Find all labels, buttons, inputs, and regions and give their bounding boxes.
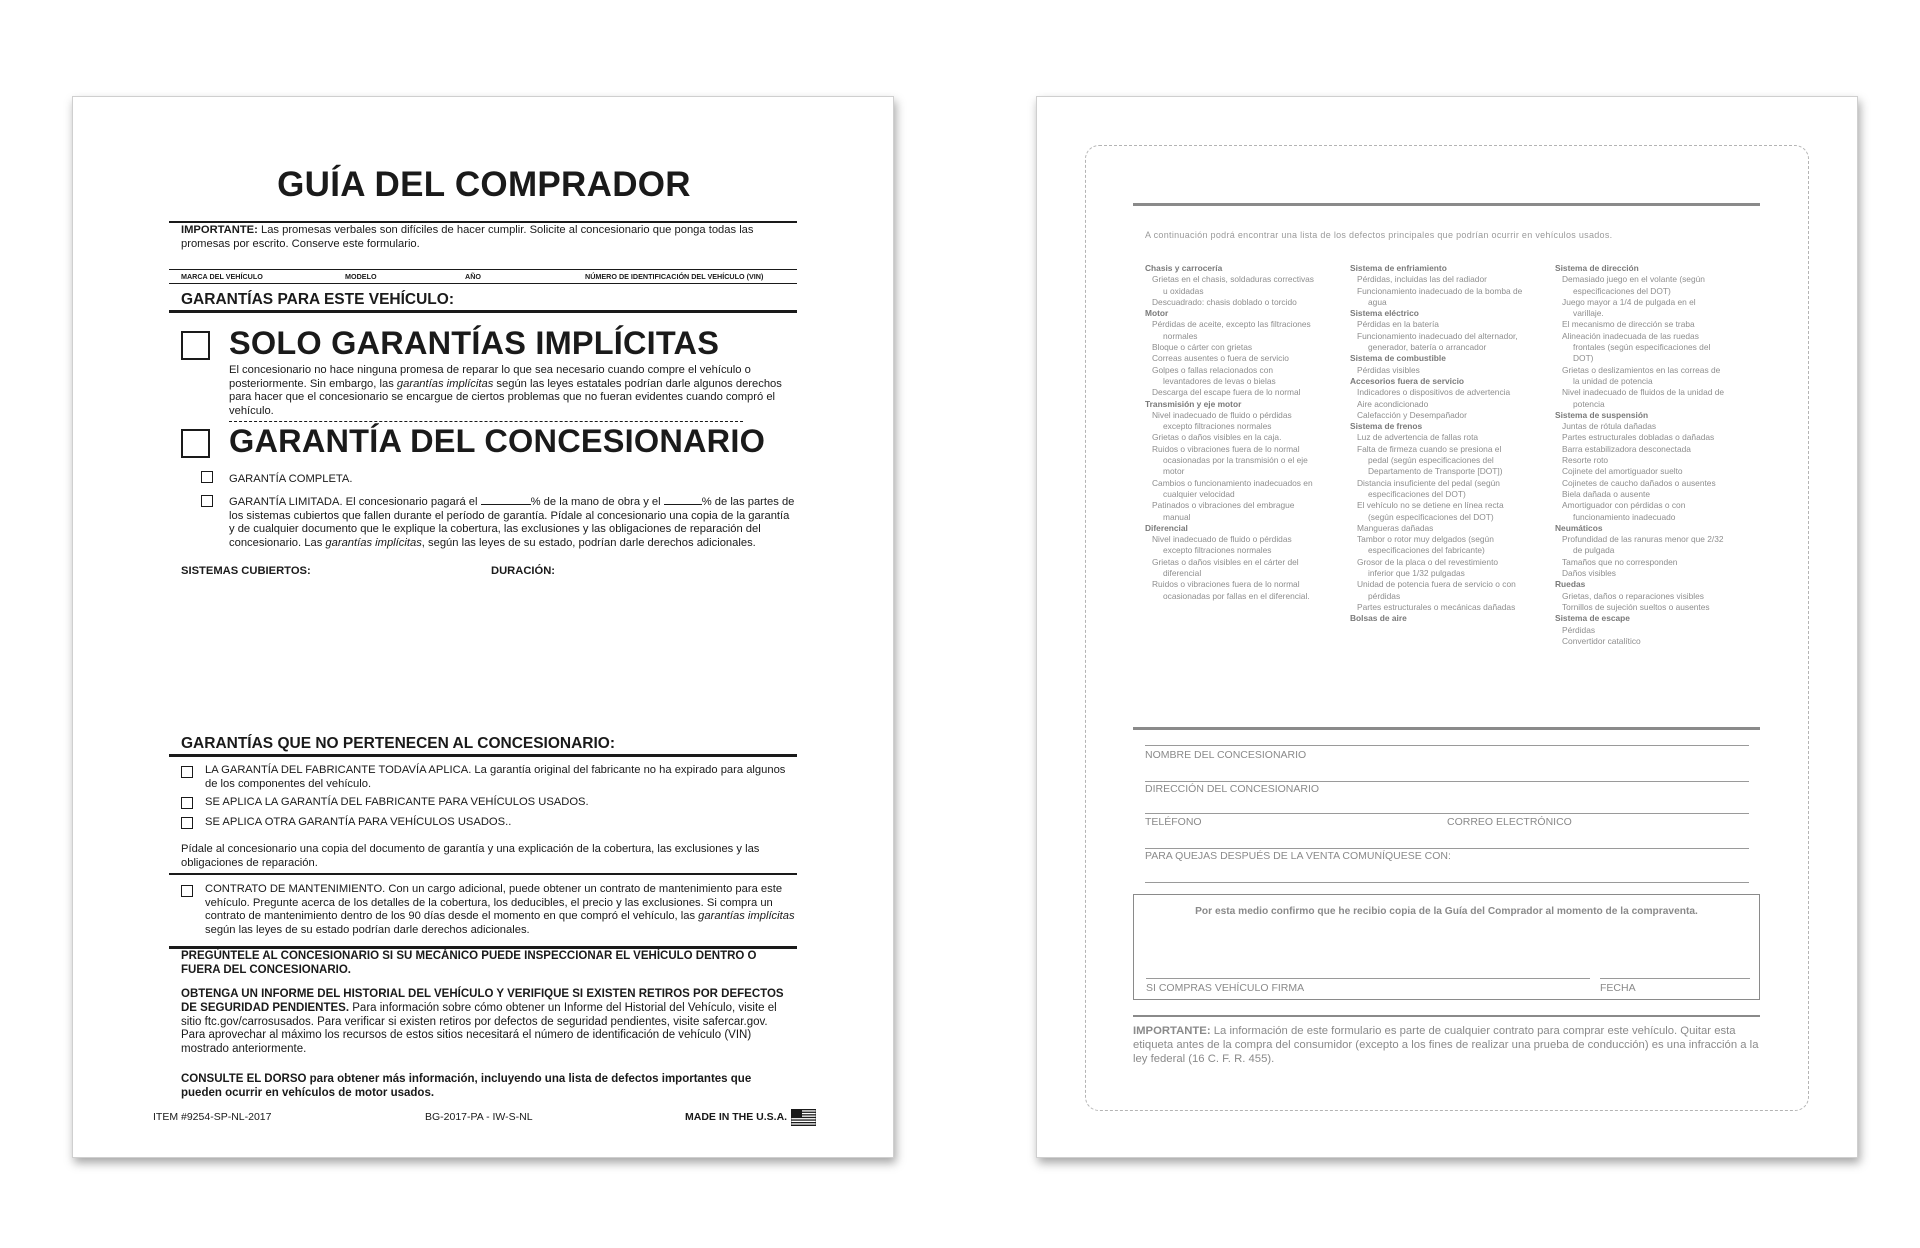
defect-item: Biela dañada o ausente bbox=[1562, 488, 1651, 499]
defect-item: generador, batería o arrancador bbox=[1368, 342, 1487, 353]
defect-item: manual bbox=[1163, 511, 1191, 522]
field-year[interactable]: AÑO bbox=[465, 272, 481, 281]
defect-item: Grietas o daños visibles en la caja. bbox=[1152, 432, 1282, 443]
defect-item: potencia bbox=[1573, 398, 1605, 409]
back-important-notice: IMPORTANTE: La información de este formulario es parte de cualquier contrato para comprar este vehículo. Quitar esta etiqueta antes de la compra del consumidor (excepto a los fines de realizar una prueba de conducción) es una infracción a la ley federal (16 C. F. R. 455). bbox=[1133, 1025, 1759, 1065]
non-dealer-heading: GARANTÍAS QUE NO PERTENECEN AL CONCESIONARIO: bbox=[181, 735, 616, 752]
dealer-name-line[interactable] bbox=[1145, 745, 1749, 746]
full-warranty-label: GARANTÍA COMPLETA. bbox=[229, 473, 353, 485]
defect-item: Departamento de Transporte [DOT]) bbox=[1368, 466, 1503, 477]
defect-item: Juego mayor a 1/4 de pulgada en el bbox=[1562, 296, 1696, 307]
defect-item: Tambor o rotor muy delgados (según bbox=[1357, 534, 1494, 545]
dealer-address-label: DIRECCIÓN DEL CONCESIONARIO bbox=[1145, 783, 1320, 795]
defect-item: Descarga del escape fuera de lo normal bbox=[1152, 387, 1301, 398]
dealer-address-line[interactable] bbox=[1145, 781, 1749, 782]
defects-column-3 bbox=[1555, 263, 1761, 647]
defect-item: ocasionadas por la transmisión o el eje bbox=[1163, 455, 1308, 466]
limited-warranty-text: GARANTÍA LIMITADA. El concesionario pagará el % de la mano de obra y el % de las partes de los sistemas cubiertos que fallen durante el período de garantía. Pídale al concesionario una copia de la garantía y de cualquier documento que le explique la cobertura, las exclusiones y las obligaciones de reparación del concesionario. Las garantías implícitas, según las leyes de su estado, podrían darle derechos adicionales. bbox=[229, 496, 795, 549]
manufacturer-used-text: SE APLICA LA GARANTÍA DEL FABRICANTE PARA VEHÍCULOS USADOS. bbox=[205, 796, 589, 808]
defect-item: Falta de firmeza cuando se presiona el bbox=[1357, 443, 1502, 454]
defect-item: Nivel inadecuado de fluido o pérdidas bbox=[1152, 409, 1292, 420]
defect-category: Neumáticos bbox=[1555, 522, 1603, 533]
complaints-label: PARA QUEJAS DESPUÉS DE LA VENTA COMUNÍQUESE CON: bbox=[1145, 850, 1451, 862]
defect-item: Pérdidas, incluidas las del radiador bbox=[1357, 274, 1487, 285]
service-contract-text: CONTRATO DE MANTENIMIENTO. Con un cargo adicional, puede obtener un contrato de mantenimiento para este vehículo. Pregunte acerca de los detalles de la cobertura, los deducibles, el precio y las exclusiones. Si compra un contrato de mantenimiento dentro de los 90 días desde el momento en que compró el vehículo, las garantías implícitas según las leyes de su estado podrían darle derechos adicionales. bbox=[205, 883, 795, 936]
defect-item: varillaje. bbox=[1573, 308, 1604, 319]
vehicle-history-text: OBTENGA UN INFORME DEL HISTORIAL DEL VEHÍCULO Y VERIFIQUE SI EXISTEN RETIROS POR DEFECTOS DE SEGURIDAD PENDIENTES. Para información sobre cómo obtener un Informe del Historial del Vehículo, visite el sitio ftc.gov/carrosusados. Para verificar si existen retiros por defectos de seguridad pendientes, visite safercar.gov. Para aprovechar al máximo los recursos de estos sitios necesitará el número de identificación de vehículo (VIN) mostrado anteriormente. bbox=[181, 988, 784, 1056]
defect-category: Sistema de frenos bbox=[1350, 421, 1423, 432]
defect-item: Funcionamiento inadecuado del alternador, bbox=[1357, 330, 1518, 341]
email-line[interactable] bbox=[1145, 848, 1749, 849]
defects-column-1 bbox=[1145, 263, 1351, 602]
defect-category: Sistema de enfriamiento bbox=[1350, 263, 1447, 273]
defect-item: especificaciones del DOT) bbox=[1573, 285, 1671, 296]
email-label: CORREO ELECTRÓNICO bbox=[1447, 816, 1572, 828]
field-model[interactable]: MODELO bbox=[345, 272, 377, 281]
defect-item: motor bbox=[1163, 466, 1185, 477]
defect-item: Partes estructurales dobladas o dañadas bbox=[1562, 432, 1715, 443]
see-back-text: CONSULTE EL DORSO para obtener más información, incluyendo una lista de defectos importantes que pueden ocurrir en vehículos de motor usados. bbox=[181, 1073, 752, 1099]
defect-item: levantadores de levas o bielas bbox=[1163, 375, 1276, 386]
date-label: FECHA bbox=[1600, 982, 1636, 994]
dealer-warranty-heading: GARANTÍA DEL CONCESIONARIO bbox=[229, 423, 766, 459]
defect-item: Demasiado juego en el volante (según bbox=[1562, 274, 1705, 285]
defect-item: Descuadrado: chasis doblado o torcido bbox=[1152, 296, 1297, 307]
confirmation-text: Por esta medio confirmo que he recibio copia de la Guía del Comprador al momento de la compraventa. bbox=[1195, 906, 1698, 917]
defect-item: Juntas de rótula dañadas bbox=[1562, 421, 1657, 432]
divider bbox=[169, 946, 797, 949]
date-line[interactable] bbox=[1600, 978, 1750, 979]
signature-box bbox=[1133, 894, 1760, 1000]
defect-item: Aire acondicionado bbox=[1357, 398, 1429, 409]
defect-item: Calefacción y Desempañador bbox=[1357, 409, 1467, 420]
field-vin[interactable]: NÚMERO DE IDENTIFICACIÓN DEL VEHÍCULO (VIN) bbox=[585, 272, 764, 281]
defect-item: Resorte roto bbox=[1562, 455, 1609, 466]
defect-item: Nivel inadecuado de fluido o pérdidas bbox=[1152, 534, 1292, 545]
item-number: ITEM #9254-SP-NL-2017 bbox=[153, 1111, 272, 1123]
defect-item: u oxidadas bbox=[1163, 285, 1204, 296]
defect-item: inferior que 1/32 pulgadas bbox=[1368, 568, 1465, 579]
defect-item: Daños visibles bbox=[1562, 568, 1616, 579]
defect-category: Diferencial bbox=[1145, 522, 1188, 533]
other-used-checkbox[interactable] bbox=[181, 817, 193, 829]
defect-item: frontales (según especificaciones del bbox=[1573, 342, 1711, 353]
defect-category: Sistema de escape bbox=[1555, 613, 1630, 624]
defect-category: Chasis y carrocería bbox=[1145, 263, 1223, 273]
systems-covered-label: SISTEMAS CUBIERTOS: bbox=[181, 565, 311, 577]
defect-item: El mecanismo de dirección se traba bbox=[1562, 319, 1695, 330]
form-code: BG-2017-PA - IW-S-NL bbox=[425, 1111, 533, 1123]
defect-item: excepto filtraciones normales bbox=[1163, 421, 1272, 432]
defect-item: El vehículo no se detiene en línea recta bbox=[1357, 500, 1504, 511]
ask-copy-text: Pídale al concesionario una copia del documento de garantía y una explicación de la cobertura, las exclusiones y las obligaciones de reparación. bbox=[181, 843, 760, 869]
limited-warranty-checkbox[interactable] bbox=[201, 495, 213, 507]
defect-item: Nivel inadecuado de fluidos de la unidad de bbox=[1562, 387, 1725, 398]
defect-item: especificaciones del DOT) bbox=[1368, 488, 1466, 499]
defect-item: Distancia insuficiente del pedal (según bbox=[1357, 477, 1500, 488]
defect-item: Ruidos o vibraciones fuera de lo normal bbox=[1152, 579, 1300, 590]
defect-item: diferencial bbox=[1163, 568, 1202, 579]
defect-item: Barra estabilizadora desconectada bbox=[1562, 443, 1691, 454]
defect-item: agua bbox=[1368, 296, 1387, 307]
page-title: GUÍA DEL COMPRADOR bbox=[277, 165, 691, 204]
buyers-guide-front bbox=[72, 96, 894, 1158]
defect-item: Pérdidas en la batería bbox=[1357, 319, 1439, 330]
defect-item: Funcionamiento inadecuado de la bomba de bbox=[1357, 285, 1523, 296]
defect-item: Patinados o vibraciones del embrague bbox=[1152, 500, 1295, 511]
defect-item: Amortiguador con pérdidas o con bbox=[1562, 500, 1686, 511]
ask-mechanic-text: PREGÚNTELE AL CONCESIONARIO SI SU MECÁNICO PUEDE INSPECCIONAR EL VEHÍCULO DENTRO O FUERA DEL CONCESIONARIO. bbox=[181, 950, 757, 976]
defect-item: pérdidas bbox=[1368, 590, 1401, 601]
defect-item: Tamaños que no corresponden bbox=[1562, 556, 1678, 567]
defect-item: cualquier velocidad bbox=[1163, 488, 1235, 499]
defects-intro: A continuación podrá encontrar una lista de los defectos principales que podrían ocurrir en vehículos usados. bbox=[1145, 230, 1613, 240]
divider bbox=[1133, 1015, 1760, 1017]
important-notice bbox=[181, 223, 789, 251]
important-text: Las promesas verbales son difíciles de hacer cumplir. Solicite al concesionario que ponga todas las promesas por escrito. Conserve este formulario. bbox=[181, 224, 754, 250]
made-in-usa: MADE IN THE U.S.A. bbox=[685, 1111, 788, 1123]
defect-item: especificaciones del fabricante) bbox=[1368, 545, 1485, 556]
defect-item: Luz de advertencia de fallas rota bbox=[1357, 432, 1479, 443]
defect-item: Grietas en el chasis, soldaduras correctivas bbox=[1152, 274, 1314, 285]
defect-item: Grietas o deslizamientos en las correas de bbox=[1562, 364, 1721, 375]
defect-item: Cojinete del amortiguador suelto bbox=[1562, 466, 1683, 477]
defect-item: Pérdidas visibles bbox=[1357, 364, 1420, 375]
manufacturer-warranty-checkbox[interactable] bbox=[181, 766, 193, 778]
important-label: IMPORTANTE: bbox=[181, 224, 258, 236]
buyers-guide-back bbox=[1036, 96, 1858, 1158]
defect-category: Sistema de combustible bbox=[1350, 353, 1446, 364]
defect-item: Partes estructurales o mecánicas dañadas bbox=[1357, 601, 1516, 612]
defect-item: (según especificaciones del DOT) bbox=[1368, 511, 1494, 522]
phone-label: TELÉFONO bbox=[1145, 816, 1202, 828]
phone-line[interactable] bbox=[1145, 813, 1749, 814]
defect-item: pedal (según especificaciones del bbox=[1368, 455, 1494, 466]
implied-only-text: El concesionario no hace ninguna promesa de reparar lo que sea necesario cuando compre el vehículo o posteriormente. Sin embargo, las garantías implícitas según las leyes estatales podrían darle algunos derechos para hacer que el concesionario se encargue de ciertos problemas que no fueran evidentes cuando compró el vehículo. bbox=[229, 364, 782, 417]
defect-item: Indicadores o dispositivos de advertencia bbox=[1357, 387, 1511, 398]
complaints-line[interactable] bbox=[1145, 882, 1749, 883]
field-make[interactable]: MARCA DEL VEHÍCULO bbox=[181, 272, 263, 281]
defect-item: Pérdidas de aceite, excepto las filtraciones bbox=[1152, 319, 1311, 330]
defect-item: la unidad de potencia bbox=[1573, 375, 1653, 386]
us-flag-icon bbox=[791, 1109, 816, 1126]
service-contract-checkbox[interactable] bbox=[181, 885, 193, 897]
dealer-name-label: NOMBRE DEL CONCESIONARIO bbox=[1145, 749, 1307, 761]
defect-item: Unidad de potencia fuera de servicio o con bbox=[1357, 579, 1516, 590]
divider bbox=[169, 873, 797, 875]
fields-line bbox=[169, 269, 797, 270]
defect-item: funcionamiento inadecuado bbox=[1573, 511, 1676, 522]
divider bbox=[1133, 203, 1760, 206]
defect-category: Sistema de dirección bbox=[1555, 263, 1639, 273]
defect-item: excepto filtraciones normales bbox=[1163, 545, 1272, 556]
dashed-divider bbox=[229, 421, 743, 422]
defect-item: Convertidor catalítico bbox=[1562, 635, 1641, 646]
defect-category: Bolsas de aire bbox=[1350, 613, 1407, 624]
defect-item: Tornillos de sujeción sueltos o ausentes bbox=[1562, 601, 1710, 612]
defects-column-2 bbox=[1350, 263, 1556, 625]
defect-item: Profundidad de las ranuras menor que 2/32 bbox=[1562, 534, 1724, 545]
manufacturer-warranty-text: LA GARANTÍA DEL FABRICANTE TODAVÍA APLICA. La garantía original del fabricante no ha expirado para algunos de los componentes del vehículo. bbox=[205, 764, 786, 790]
vehicle-fields bbox=[181, 272, 789, 282]
full-warranty-checkbox[interactable] bbox=[201, 471, 213, 483]
implied-only-checkbox[interactable] bbox=[181, 331, 210, 360]
defect-item: Pérdidas bbox=[1562, 624, 1596, 635]
defect-item: Mangueras dañadas bbox=[1357, 522, 1434, 533]
defect-item: de pulgada bbox=[1573, 545, 1615, 556]
divider bbox=[169, 754, 797, 757]
defect-category: Accesorios fuera de servicio bbox=[1350, 375, 1465, 386]
manufacturer-used-checkbox[interactable] bbox=[181, 797, 193, 809]
defect-item: Grosor de la placa o del revestimiento bbox=[1357, 556, 1499, 567]
defect-item: Golpes o fallas relacionados con bbox=[1152, 364, 1274, 375]
defect-item: normales bbox=[1163, 330, 1198, 341]
divider bbox=[169, 283, 797, 284]
divider bbox=[1133, 727, 1760, 730]
defect-item: ocasionadas por fallas en el diferencial. bbox=[1163, 590, 1310, 601]
defect-category: Sistema eléctrico bbox=[1350, 308, 1419, 319]
implied-only-heading: SOLO GARANTÍAS IMPLÍCITAS bbox=[229, 325, 720, 361]
defect-item: Alineación inadecuada de las ruedas bbox=[1562, 330, 1699, 341]
defect-category: Transmisión y eje motor bbox=[1145, 398, 1242, 409]
defect-item: DOT) bbox=[1573, 353, 1594, 364]
defect-item: Bloque o cárter con grietas bbox=[1152, 342, 1253, 353]
defect-category: Sistema de suspensión bbox=[1555, 409, 1649, 420]
dealer-warranty-checkbox[interactable] bbox=[181, 429, 210, 458]
duration-label: DURACIÓN: bbox=[491, 565, 556, 577]
signature-line[interactable] bbox=[1146, 978, 1590, 979]
defect-category: Motor bbox=[1145, 308, 1169, 319]
defect-item: Correas ausentes o fuera de servicio bbox=[1152, 353, 1289, 364]
defect-item: Grietas, daños o reparaciones visibles bbox=[1562, 590, 1704, 601]
defect-item: Grietas o daños visibles en el cárter del bbox=[1152, 556, 1299, 567]
warranties-heading: GARANTÍAS PARA ESTE VEHÍCULO: bbox=[181, 291, 454, 308]
defect-category: Ruedas bbox=[1555, 579, 1586, 590]
defect-item: Ruidos o vibraciones fuera de lo normal bbox=[1152, 443, 1300, 454]
defect-item: Cojinetes de caucho dañados o ausentes bbox=[1562, 477, 1716, 488]
signature-label: SI COMPRAS VEHÍCULO FIRMA bbox=[1146, 982, 1305, 994]
defect-item: Cambios o funcionamiento inadecuados en bbox=[1152, 477, 1313, 488]
other-used-text: SE APLICA OTRA GARANTÍA PARA VEHÍCULOS USADOS.. bbox=[205, 816, 512, 828]
divider bbox=[169, 310, 797, 313]
